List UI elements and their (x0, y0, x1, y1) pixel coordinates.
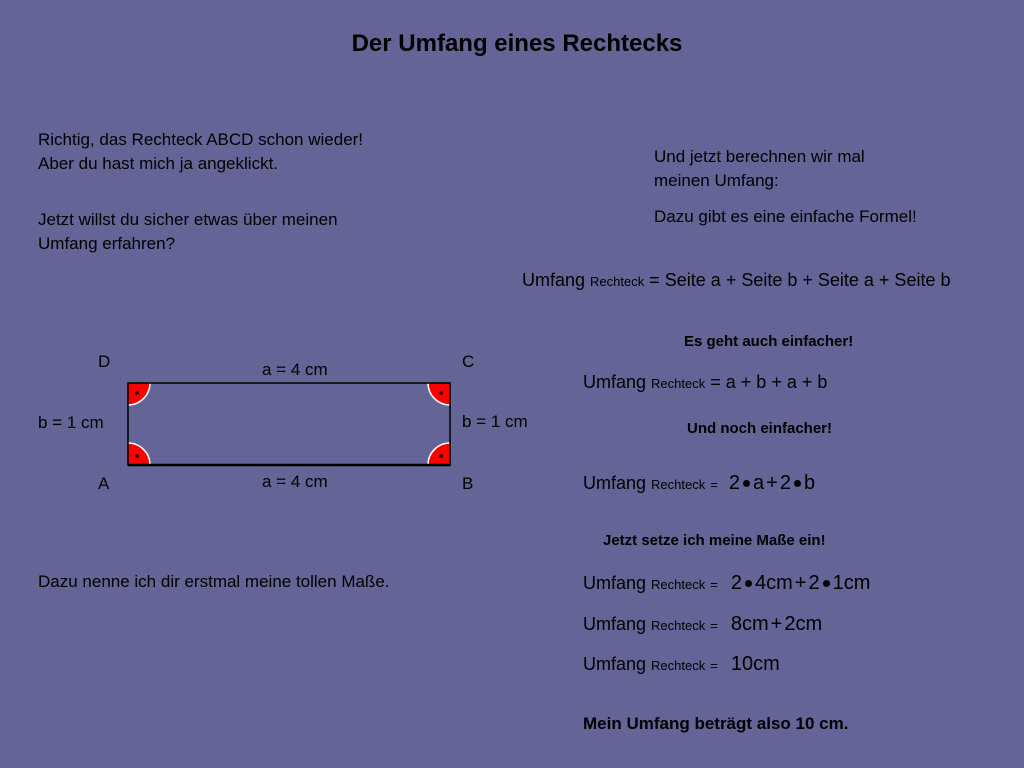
formula-substituted-eq: = (710, 577, 718, 592)
side-label-left: b = 1 cm (38, 413, 104, 432)
formula-result (583, 653, 780, 676)
vertex-label-a: A (98, 474, 110, 493)
question-line-2: Umfang erfahren? (38, 234, 176, 253)
formula-result-value: 10cm (730, 653, 780, 675)
formula-substituted (583, 572, 870, 595)
result-statement: Mein Umfang beträgt also 10 cm. (583, 714, 849, 733)
formula-substituted-subscript: Rechteck (651, 577, 706, 592)
formula-long-word: Umfang (522, 270, 586, 290)
calc-intro-line-2: meinen Umfang: (654, 171, 779, 190)
side-label-right: b = 1 cm (462, 412, 528, 431)
formula-factored-subscript: Rechteck (651, 477, 706, 492)
measures-paragraph: Dazu nenne ich dir erstmal meine tollen Maße. (38, 572, 390, 591)
formula-simplified-subscript: Rechteck (651, 618, 706, 633)
formula-result-eq: = (710, 658, 718, 673)
formula-simplified-eq: = (710, 618, 718, 633)
formula-short (583, 372, 827, 393)
rectangle-abcd (128, 383, 450, 465)
formula-short-subscript: Rechteck (651, 376, 706, 391)
side-label-top: a = 4 cm (262, 360, 328, 379)
formula-short-word: Umfang (583, 372, 647, 392)
vertex-label-c: C (462, 352, 475, 371)
heading-even-easier: Und noch einfacher! (687, 420, 833, 437)
formula-long-expression: = Seite a + Seite b + Seite a + Seite b (649, 270, 951, 290)
multiply-dot-icon (823, 580, 830, 587)
formula-factored-eq: = (710, 477, 718, 492)
side-label-bottom: a = 4 cm (262, 472, 328, 491)
formula-result-subscript: Rechteck (651, 658, 706, 673)
intro-line-1: Richtig, das Rechteck ABCD schon wieder! (38, 130, 364, 149)
intro-line-2: Aber du hast mich ja angeklickt. (38, 154, 279, 173)
heading-insert: Jetzt setze ich meine Maße ein! (603, 532, 826, 549)
formula-simplified-expression: 8cm + 2cm (730, 613, 823, 635)
formula-factored-word: Umfang (583, 473, 647, 493)
multiply-dot-icon (794, 480, 801, 487)
calc-intro (654, 145, 865, 193)
page-title: Der Umfang eines Rechtecks (351, 30, 683, 57)
formula-factored (583, 472, 815, 495)
calc-intro-line-1: Und jetzt berechnen wir mal (654, 147, 865, 166)
multiply-dot-icon (745, 580, 752, 587)
formula-factored-expression: 2 a + 2 b (728, 472, 816, 494)
multiply-dot-icon (743, 480, 750, 487)
question-line-1: Jetzt willst du sicher etwas über meinen (38, 210, 338, 229)
vertex-label-b: B (462, 474, 474, 493)
formula-simplified (583, 613, 822, 636)
formula-substituted-expression: 2 4cm + 2 1cm (730, 572, 871, 594)
heading-easier: Es geht auch einfacher! (684, 333, 854, 350)
formula-substituted-word: Umfang (583, 573, 647, 593)
formula-short-expression: = a + b + a + b (710, 372, 828, 392)
formula-result-word: Umfang (583, 654, 647, 674)
formula-simplified-word: Umfang (583, 614, 647, 634)
formula-intro: Dazu gibt es eine einfache Formel! (654, 207, 917, 226)
formula-long-subscript: Rechteck (590, 274, 645, 289)
formula-long (522, 270, 950, 291)
vertex-label-d: D (98, 352, 111, 371)
